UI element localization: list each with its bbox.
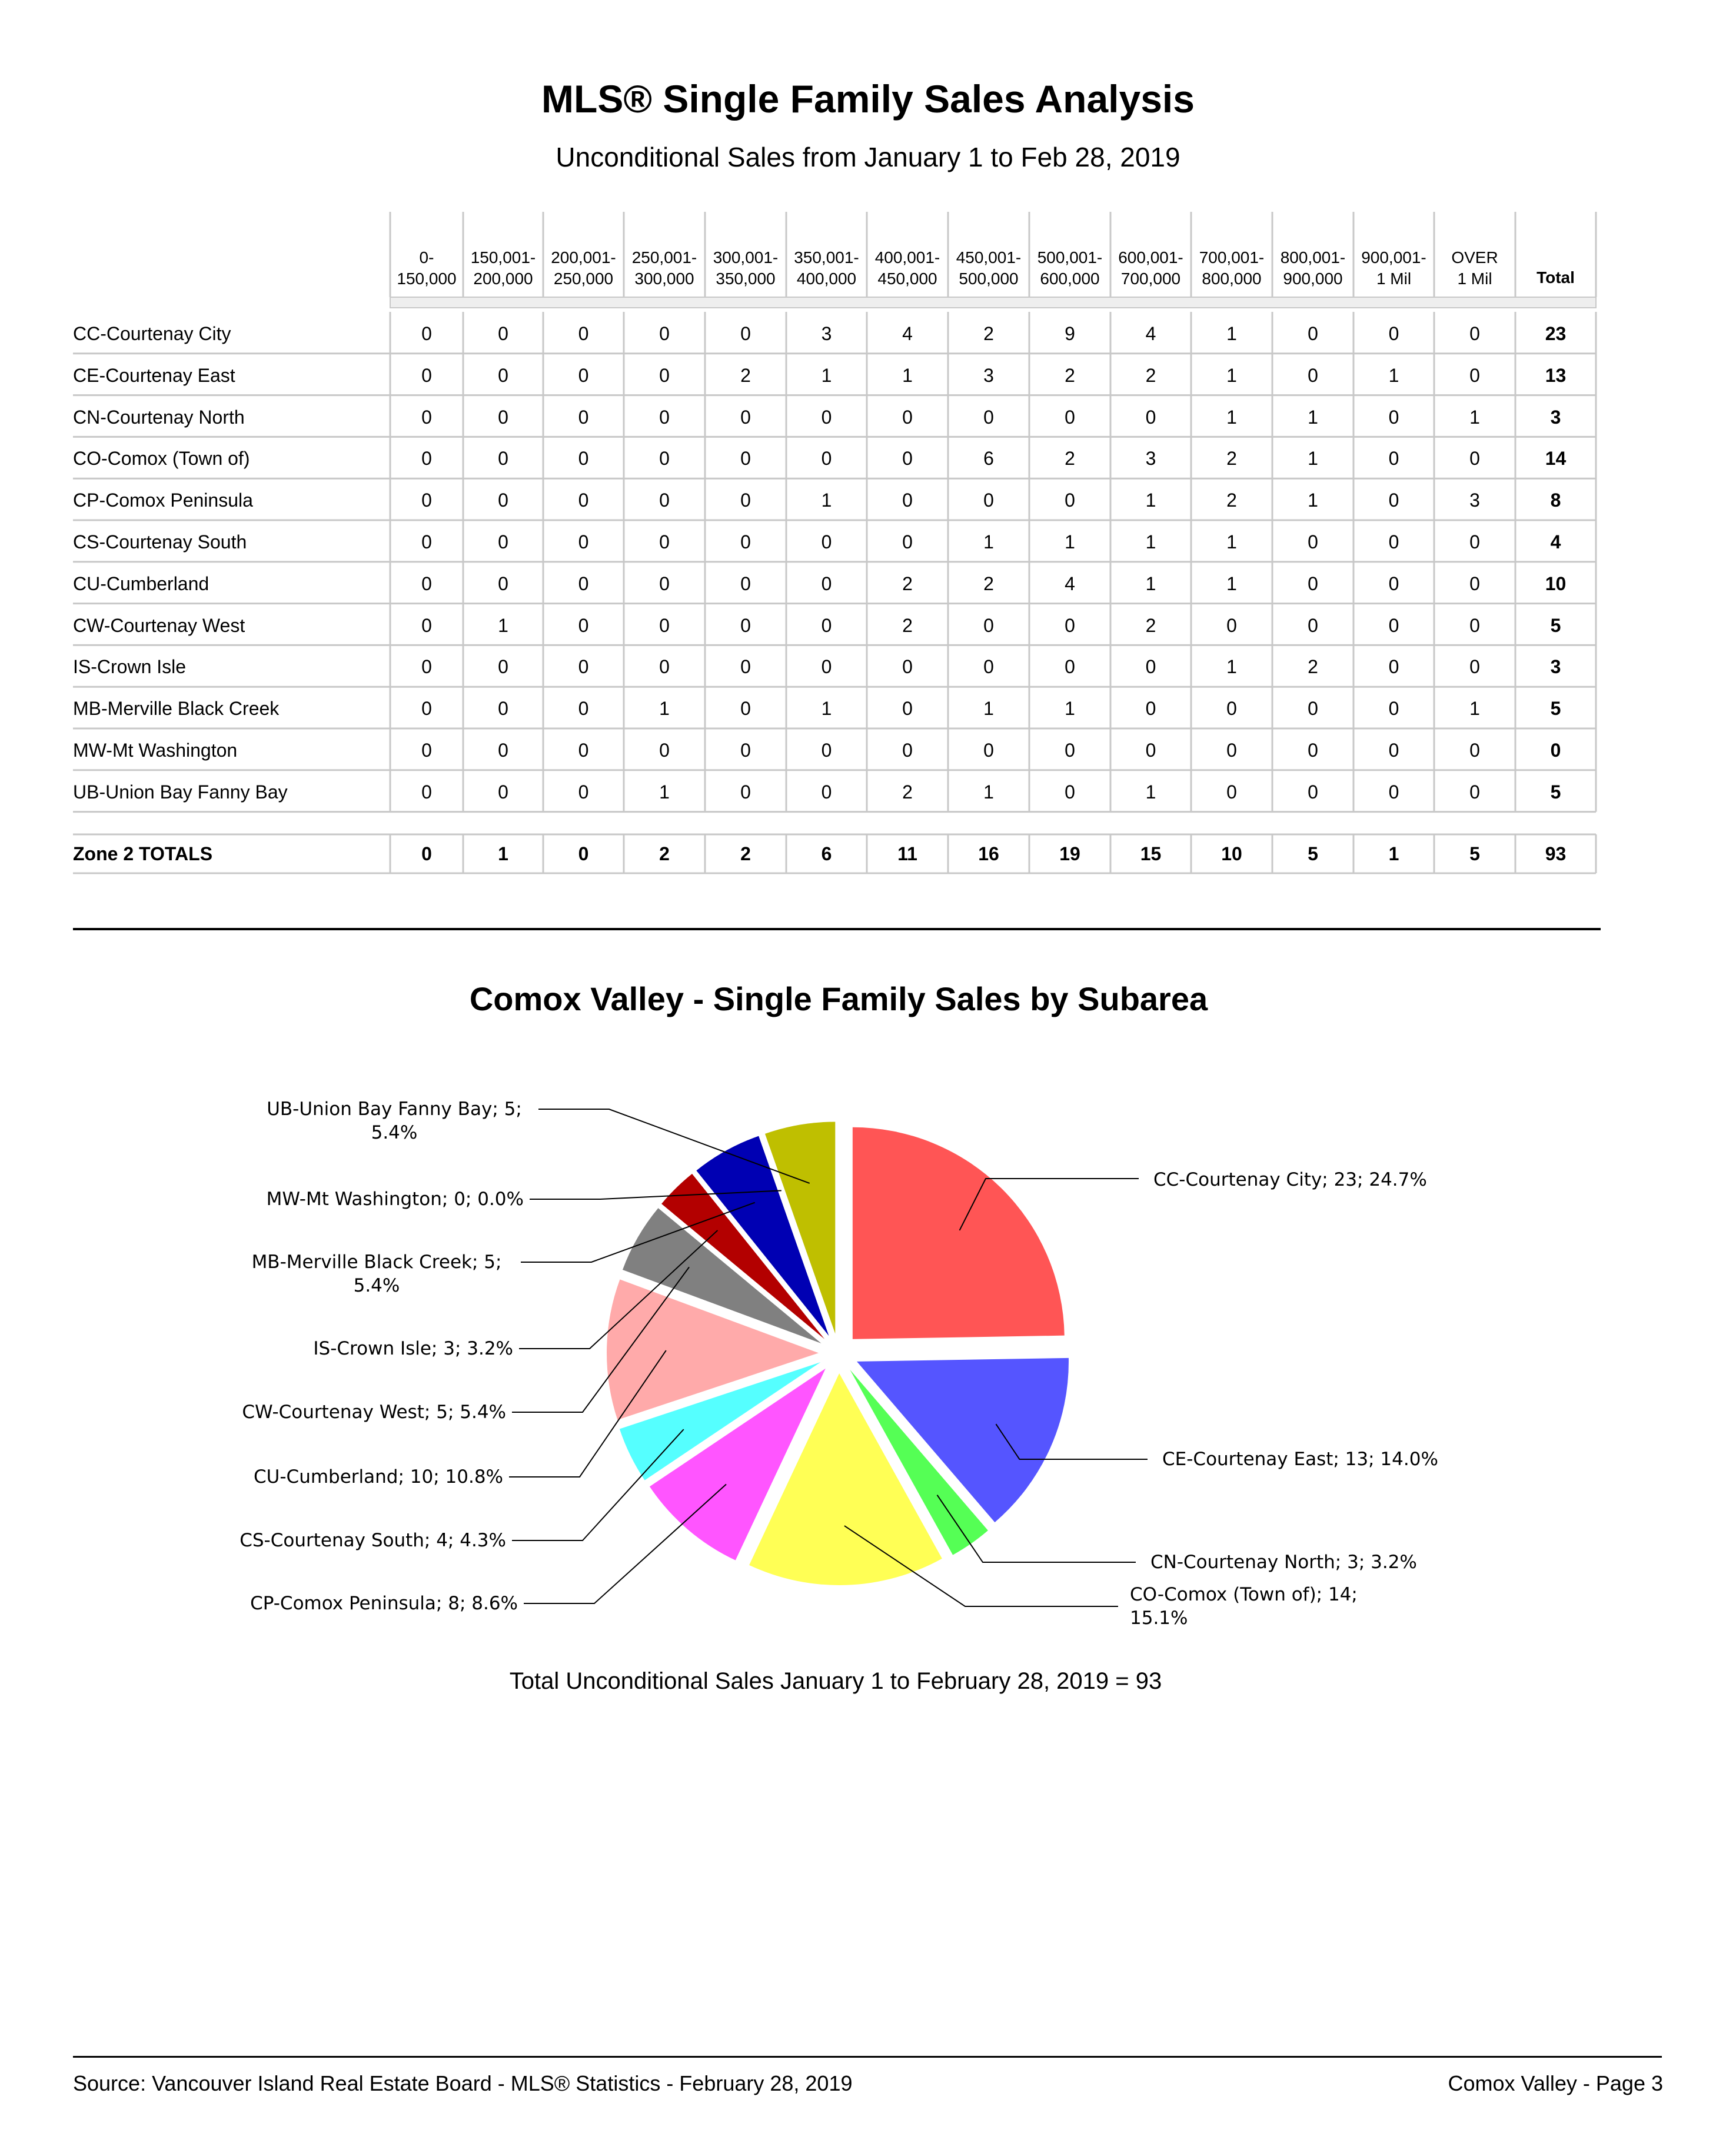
table-cell: 0 [1388, 323, 1399, 344]
table-cell: 0 [659, 323, 670, 344]
table-cell: 0 [740, 573, 751, 594]
table-cell: 1 [1308, 448, 1318, 470]
row-label: CE-Courtenay East [73, 364, 235, 386]
table-cell: 0 [498, 698, 508, 720]
table-cell: 0 [1388, 490, 1399, 511]
row-label: MB-Merville Black Creek [73, 698, 280, 720]
table-cell: 0 [1308, 364, 1318, 386]
table-cell: 0 [498, 781, 508, 803]
slice-label: UB-Union Bay Fanny Bay; 5; 5.4% [267, 1099, 522, 1143]
slice-label: IS-Crown Isle; 3; 3.2% [313, 1338, 513, 1359]
column-header-top: 350,001- [794, 248, 859, 267]
table-cell: 0 [902, 656, 913, 678]
table-cell: 0 [578, 406, 589, 428]
table-cell: 0 [498, 573, 508, 594]
slice-label: CO-Comox (Town of); 14; 15.1% [1130, 1584, 1358, 1629]
table-cell: 2 [740, 364, 751, 386]
column-header-top: 0- [419, 248, 434, 267]
table-cell: 0 [1388, 406, 1399, 428]
table-cell: 0 [659, 531, 670, 553]
pie-chart-title: Comox Valley - Single Family Sales by Subarea [469, 980, 1208, 1017]
column-header-top: 900,001- [1361, 248, 1426, 267]
table-cell: 1 [983, 781, 994, 803]
table-cell: 0 [821, 781, 832, 803]
column-header-bottom: 500,000 [959, 269, 1019, 288]
table-cell: 0 [1226, 614, 1237, 636]
totals-cell: 11 [897, 843, 917, 864]
table-cell: 1 [1145, 490, 1156, 511]
table-cell: 0 [578, 698, 589, 720]
slice-label: CW-Courtenay West; 5; 5.4% [242, 1402, 506, 1423]
table-cell: 0 [1308, 531, 1318, 553]
table-cell: 3 [1145, 448, 1156, 470]
table-cell: 0 [498, 364, 508, 386]
column-header-bottom: 450,000 [877, 269, 937, 288]
table-cell: 0 [498, 448, 508, 470]
totals-cell: 0 [421, 843, 432, 864]
table-cell: 1 [1308, 490, 1318, 511]
table-cell: 0 [902, 448, 913, 470]
table-cell: 0 [659, 490, 670, 511]
table-cell: 0 [983, 490, 994, 511]
table-cell: 0 [902, 740, 913, 761]
table-cell: 1 [821, 698, 832, 720]
table-cell: 2 [1226, 490, 1237, 511]
table-cell: 0 [821, 656, 832, 678]
table-cell: 0 [1469, 656, 1480, 678]
totals-cell: 2 [740, 843, 751, 864]
table-cell: 1 [983, 698, 994, 720]
table-cell: 1 [821, 490, 832, 511]
row-total: 14 [1545, 448, 1567, 470]
table-cell: 0 [421, 448, 432, 470]
table-cell: 3 [1469, 490, 1480, 511]
table-cell: 0 [421, 490, 432, 511]
table-cell: 0 [421, 698, 432, 720]
slice-label: CC-Courtenay City; 23; 24.7% [1153, 1169, 1427, 1190]
table-cell: 0 [421, 531, 432, 553]
table-cell: 0 [983, 656, 994, 678]
row-total: 0 [1550, 740, 1561, 761]
table-cell: 0 [821, 406, 832, 428]
table-cell: 0 [1226, 698, 1237, 720]
table-cell: 0 [659, 740, 670, 761]
table-cell: 0 [421, 781, 432, 803]
table-cell: 1 [1145, 781, 1156, 803]
table-cell: 0 [983, 740, 994, 761]
table-cell: 0 [659, 406, 670, 428]
row-total: 3 [1550, 656, 1561, 678]
totals-cell: 10 [1221, 843, 1242, 864]
slice-label: CP-Comox Peninsula; 8; 8.6% [250, 1593, 518, 1614]
table-cell: 0 [421, 740, 432, 761]
table-cell: 2 [1065, 364, 1075, 386]
table-cell: 0 [821, 448, 832, 470]
table-cell: 1 [1226, 323, 1237, 344]
page-title: MLS® Single Family Sales Analysis [541, 77, 1195, 121]
table-cell: 0 [498, 490, 508, 511]
column-header-bottom: 700,000 [1120, 269, 1181, 288]
row-total: 3 [1550, 406, 1561, 428]
totals-cell: 15 [1140, 843, 1162, 864]
table-cell: 0 [421, 406, 432, 428]
table-cell: 0 [1226, 740, 1237, 761]
column-header-top: OVER [1451, 248, 1498, 267]
table-cell: 0 [1469, 781, 1480, 803]
totals-cell: 6 [821, 843, 832, 864]
column-header-top: 700,001- [1199, 248, 1265, 267]
table-cell: 0 [1469, 364, 1480, 386]
table-cell: 1 [1145, 531, 1156, 553]
table-cell: 0 [1145, 656, 1156, 678]
column-header-bottom: 800,000 [1202, 269, 1262, 288]
column-header-total: Total [1537, 268, 1575, 287]
table-cell: 2 [1308, 656, 1318, 678]
table-cell: 0 [1388, 448, 1399, 470]
row-label: CP-Comox Peninsula [73, 490, 253, 511]
table-cell: 2 [983, 323, 994, 344]
slice-label: MW-Mt Washington; 0; 0.0% [266, 1189, 524, 1210]
table-cell: 0 [659, 448, 670, 470]
table-cell: 2 [902, 573, 913, 594]
table-cell: 2 [983, 573, 994, 594]
table-cell: 0 [1469, 448, 1480, 470]
table-cell: 0 [659, 573, 670, 594]
table-cell: 3 [821, 323, 832, 344]
column-header-bottom: 600,000 [1040, 269, 1100, 288]
table-cell: 0 [1308, 781, 1318, 803]
row-label: IS-Crown Isle [73, 656, 187, 678]
footer-source: Source: Vancouver Island Real Estate Board - MLS® Statistics - February 28, 2019 [73, 2071, 853, 2095]
table-cell: 0 [578, 781, 589, 803]
table-cell: 0 [1065, 614, 1075, 636]
column-header-top: 400,001- [874, 248, 940, 267]
table-cell: 0 [1469, 614, 1480, 636]
column-header-top: 300,001- [713, 248, 779, 267]
table-cell: 1 [1469, 406, 1480, 428]
table-cell: 0 [578, 531, 589, 553]
totals-cell: 1 [1388, 843, 1399, 864]
table-cell: 0 [1145, 406, 1156, 428]
totals-cell: 0 [578, 843, 589, 864]
column-header-bottom: 250,000 [553, 269, 614, 288]
table-cell: 1 [1145, 573, 1156, 594]
table-cell: 1 [902, 364, 913, 386]
table-cell: 9 [1065, 323, 1075, 344]
table-cell: 0 [740, 490, 751, 511]
table-cell: 0 [578, 364, 589, 386]
table-cell: 0 [578, 614, 589, 636]
column-header-top: 150,001- [470, 248, 536, 267]
row-total: 5 [1550, 698, 1561, 720]
table-cell: 0 [740, 781, 751, 803]
table-cell: 0 [821, 740, 832, 761]
table-cell: 0 [1065, 781, 1075, 803]
table-cell: 0 [1469, 740, 1480, 761]
slice-label: MB-Merville Black Creek; 5; 5.4% [251, 1252, 502, 1296]
table-cell: 0 [902, 698, 913, 720]
table-cell: 1 [1308, 406, 1318, 428]
column-header-bottom: 1 Mil [1457, 269, 1492, 288]
column-header-bottom: 350,000 [716, 269, 776, 288]
totals-cell: 19 [1059, 843, 1080, 864]
footer-rule [73, 2056, 1662, 2058]
footer-page: Comox Valley - Page 3 [1448, 2071, 1663, 2095]
table-cell: 1 [1226, 406, 1237, 428]
table-cell: 1 [983, 531, 994, 553]
column-header-bottom: 1 Mil [1376, 269, 1412, 288]
table-cell: 0 [498, 531, 508, 553]
table-cell: 0 [1308, 698, 1318, 720]
row-label: CU-Cumberland [73, 573, 209, 594]
table-cell: 1 [1065, 698, 1075, 720]
column-header-bottom: 900,000 [1283, 269, 1343, 288]
table-cell: 0 [659, 364, 670, 386]
column-header-bottom: 400,000 [796, 269, 857, 288]
table-cell: 0 [498, 323, 508, 344]
table-cell: 1 [1226, 573, 1237, 594]
totals-cell: 16 [978, 843, 999, 864]
row-total: 4 [1550, 531, 1561, 553]
table-cell: 0 [740, 323, 751, 344]
table-cell: 0 [1308, 573, 1318, 594]
table-cell: 0 [902, 490, 913, 511]
table-cell: 0 [498, 656, 508, 678]
table-cell: 0 [1388, 531, 1399, 553]
row-total: 13 [1545, 364, 1567, 386]
table-cell: 0 [578, 740, 589, 761]
totals-cell: 5 [1308, 843, 1318, 864]
table-cell: 0 [578, 323, 589, 344]
table-cell: 0 [740, 698, 751, 720]
table-cell: 0 [421, 656, 432, 678]
table-cell: 0 [821, 531, 832, 553]
row-label: UB-Union Bay Fanny Bay [73, 781, 288, 803]
row-label: CC-Courtenay City [73, 323, 231, 344]
column-header-bottom: 300,000 [634, 269, 694, 288]
table-cell: 0 [421, 614, 432, 636]
slice-label: CN-Courtenay North; 3; 3.2% [1150, 1552, 1417, 1573]
column-header-top: 450,001- [956, 248, 1022, 267]
table-cell: 0 [740, 656, 751, 678]
table-cell: 0 [421, 323, 432, 344]
table-cell: 0 [1065, 406, 1075, 428]
table-cell: 0 [1388, 698, 1399, 720]
table-cell: 2 [1145, 364, 1156, 386]
table-cell: 1 [1226, 656, 1237, 678]
table-cell: 0 [1388, 614, 1399, 636]
pie-slice [853, 1127, 1065, 1339]
table-cell: 0 [902, 406, 913, 428]
table-cell: 0 [1469, 531, 1480, 553]
table-cell: 0 [1388, 740, 1399, 761]
table-cell: 0 [1145, 740, 1156, 761]
table-cell: 0 [1065, 740, 1075, 761]
grand-total: 93 [1545, 843, 1567, 864]
slice-label: CS-Courtenay South; 4; 4.3% [240, 1530, 506, 1551]
table-cell: 1 [659, 781, 670, 803]
row-label: MW-Mt Washington [73, 740, 238, 761]
table-cell: 0 [498, 740, 508, 761]
row-total: 10 [1545, 573, 1567, 594]
table-cell: 1 [659, 698, 670, 720]
table-cell: 0 [498, 406, 508, 428]
table-cell: 4 [902, 323, 913, 344]
table-cell: 2 [1065, 448, 1075, 470]
table-cell: 0 [740, 740, 751, 761]
table-cell: 0 [578, 448, 589, 470]
table-cell: 0 [659, 614, 670, 636]
table-cell: 0 [421, 364, 432, 386]
table-cell: 1 [1226, 531, 1237, 553]
table-cell: 0 [421, 573, 432, 594]
table-cell: 0 [740, 406, 751, 428]
table-cell: 0 [1065, 490, 1075, 511]
table-cell: 0 [578, 490, 589, 511]
table-cell: 1 [1469, 698, 1480, 720]
page-subtitle: Unconditional Sales from January 1 to Feb 28, 2019 [556, 142, 1180, 172]
table-cell: 0 [740, 614, 751, 636]
totals-label: Zone 2 TOTALS [73, 843, 213, 864]
table-cell: 0 [1308, 740, 1318, 761]
column-header-bottom: 150,000 [397, 269, 457, 288]
column-header-top: 250,001- [631, 248, 697, 267]
table-cell: 2 [1226, 448, 1237, 470]
table-cell: 0 [1388, 781, 1399, 803]
table-cell: 0 [1308, 614, 1318, 636]
row-label: CN-Courtenay North [73, 406, 245, 428]
table-cell: 0 [659, 656, 670, 678]
slice-label: CU-Cumberland; 10; 10.8% [254, 1466, 503, 1488]
column-header-top: 600,001- [1118, 248, 1183, 267]
table-cell: 1 [498, 614, 508, 636]
table-cell: 4 [1065, 573, 1075, 594]
table-cell: 0 [1065, 656, 1075, 678]
table-cell: 0 [1145, 698, 1156, 720]
table-cell: 0 [1388, 656, 1399, 678]
pie-caption: Total Unconditional Sales January 1 to February 28, 2019 = 93 [509, 1668, 1162, 1694]
table-cell: 2 [1145, 614, 1156, 636]
table-cell: 0 [740, 448, 751, 470]
totals-cell: 2 [659, 843, 670, 864]
table-cell: 0 [821, 614, 832, 636]
table-cell: 2 [902, 781, 913, 803]
table-cell: 0 [983, 614, 994, 636]
slice-label: CE-Courtenay East; 13; 14.0% [1162, 1449, 1438, 1470]
table-cell: 1 [821, 364, 832, 386]
column-header-top: 200,001- [551, 248, 616, 267]
row-label: CO-Comox (Town of) [73, 448, 250, 470]
column-header-top: 500,001- [1037, 248, 1103, 267]
table-cell: 0 [1226, 781, 1237, 803]
table-cell: 0 [1469, 323, 1480, 344]
table-cell: 0 [1469, 573, 1480, 594]
row-total: 5 [1550, 781, 1561, 803]
row-total: 5 [1550, 614, 1561, 636]
table-cell: 0 [1388, 573, 1399, 594]
row-label: CW-Courtenay West [73, 614, 245, 636]
table-cell: 2 [902, 614, 913, 636]
table-cell: 0 [740, 531, 751, 553]
table-cell: 1 [1065, 531, 1075, 553]
column-header-bottom: 200,000 [473, 269, 533, 288]
column-header-top: 800,001- [1280, 248, 1346, 267]
table-cell: 0 [983, 406, 994, 428]
row-total: 8 [1550, 490, 1561, 511]
row-total: 23 [1545, 323, 1567, 344]
totals-cell: 1 [498, 843, 508, 864]
table-cell: 0 [1308, 323, 1318, 344]
totals-cell: 5 [1469, 843, 1480, 864]
row-label: CS-Courtenay South [73, 531, 247, 553]
table-cell: 0 [578, 573, 589, 594]
table-cell: 6 [983, 448, 994, 470]
table-cell: 3 [983, 364, 994, 386]
table-cell: 4 [1145, 323, 1156, 344]
table-cell: 1 [1226, 364, 1237, 386]
table-cell: 0 [578, 656, 589, 678]
table-cell: 0 [821, 573, 832, 594]
table-cell: 0 [902, 531, 913, 553]
table-cell: 1 [1388, 364, 1399, 386]
